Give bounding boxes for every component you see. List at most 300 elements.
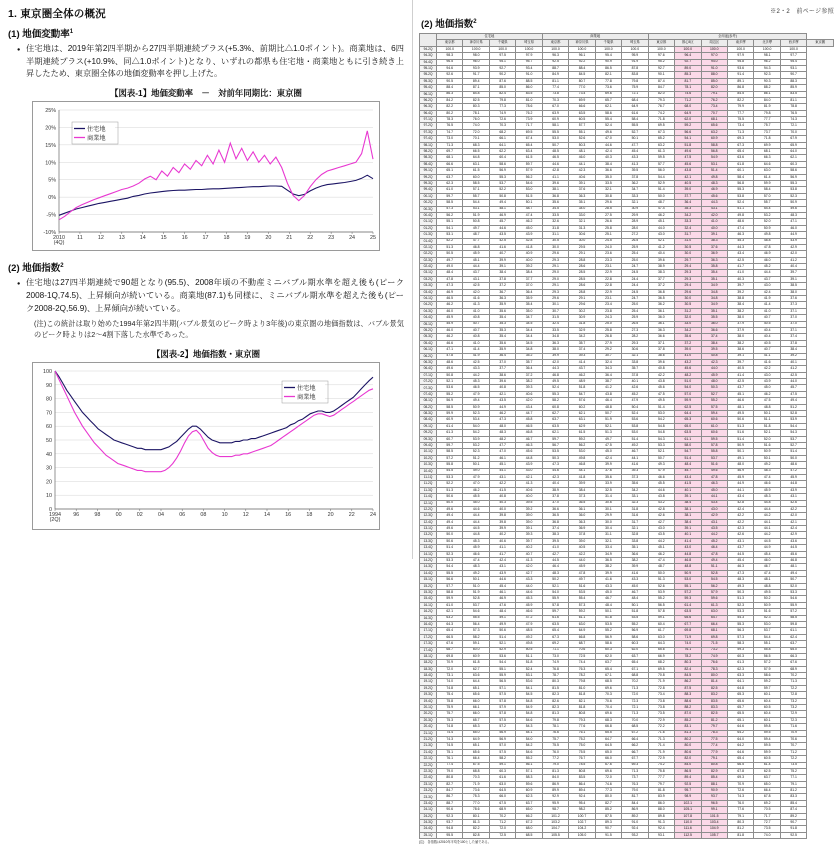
table-cell: 29.1 xyxy=(569,296,595,302)
table-cell: 67.1 xyxy=(622,666,648,672)
table-cell: 79.7 xyxy=(648,781,674,787)
table-cell: 48.8 xyxy=(595,404,621,410)
table-cell: 57.0 xyxy=(675,391,701,397)
table-cell: 24.5 xyxy=(595,238,621,244)
table-cell: 48.5 xyxy=(542,149,568,155)
table-cell: 70.2 xyxy=(622,679,648,685)
table-cell: 95.5 xyxy=(437,832,463,838)
table-cell: 51.3 xyxy=(437,487,463,493)
table-cell: 50.7 xyxy=(780,577,806,583)
table-cell: 45.1 xyxy=(727,391,753,397)
table-cell: 66.7 xyxy=(622,749,648,755)
table-cell: 68.8 xyxy=(622,673,648,679)
table-cell: 43.0 xyxy=(675,545,701,551)
table-cell: 43.5 xyxy=(648,532,674,538)
table-cell: 48.8 xyxy=(754,583,780,589)
table-cell: 50.7 xyxy=(595,411,621,417)
table-cell: 39.1 xyxy=(701,232,727,238)
table-cell: 43.3 xyxy=(622,155,648,161)
table-cell: 50.7 xyxy=(542,142,568,148)
table-cell: 58.8 xyxy=(701,142,727,148)
table-cell: 45.1 xyxy=(463,257,489,263)
table-cell: 100.0 xyxy=(569,46,595,52)
table-cell: 54.3 xyxy=(727,615,753,621)
table-cell: 44.4 xyxy=(754,506,780,512)
table-cell: 40.7 xyxy=(516,551,542,557)
table-cell: 46.5 xyxy=(463,385,489,391)
table-cell: 64.4 xyxy=(675,411,701,417)
table-cell: 51.3 xyxy=(727,596,753,602)
table-cell: 31.0 xyxy=(675,238,701,244)
table-cell: 43.9 xyxy=(489,570,515,576)
table-cell: 36.0 xyxy=(648,315,674,321)
table-cell: 44.5 xyxy=(463,526,489,532)
table-cell: 68.2 xyxy=(648,660,674,666)
table-cell: 75.7 xyxy=(542,736,568,742)
table-cell: 43.0 xyxy=(648,526,674,532)
table-cell: 82.0 xyxy=(701,85,727,91)
table-cell: 54.6 xyxy=(463,609,489,615)
table-cell: 80.8 xyxy=(437,775,463,781)
table-cell: 54.7 xyxy=(675,449,701,455)
table-cell: 96.4 xyxy=(675,53,701,59)
table-cell: 68.9 xyxy=(489,807,515,813)
table-cell: 59.3 xyxy=(675,596,701,602)
row-label: 04-1Q xyxy=(420,296,437,302)
svg-text:0%: 0% xyxy=(48,195,56,202)
table-cell: 44.8 xyxy=(780,481,806,487)
table-cell: 44.8 xyxy=(516,455,542,461)
table-cell: 74.5 xyxy=(437,743,463,749)
table-cell: 67.6 xyxy=(437,641,463,647)
table-cell: 44.1 xyxy=(754,526,780,532)
table-cell: 53.5 xyxy=(595,621,621,627)
table-cell: 85.0 xyxy=(489,85,515,91)
table-cell: 42.1 xyxy=(489,391,515,397)
table-cell: 54.4 xyxy=(780,423,806,429)
table-cell: 43.9 xyxy=(516,462,542,468)
table-cell: 40.4 xyxy=(648,251,674,257)
table-cell: 37.2 xyxy=(648,283,674,289)
table-cell: 73.4 xyxy=(569,91,595,97)
table-cell: 56.0 xyxy=(648,168,674,174)
table-cell: 92.9 xyxy=(542,794,568,800)
table-cell: 58.6 xyxy=(595,110,621,116)
table-cell: 47.2 xyxy=(516,615,542,621)
table-cell: 30.5 xyxy=(542,238,568,244)
table-cell: 35.0 xyxy=(595,174,621,180)
table-cell: 32.0 xyxy=(675,315,701,321)
table-cell: 41.5 xyxy=(489,487,515,493)
row-label: 07-3Q xyxy=(420,385,437,391)
table-cell: 38.6 xyxy=(489,372,515,378)
table-cell: 42.5 xyxy=(727,379,753,385)
table-cell: 63.7 xyxy=(516,800,542,806)
table-cell: 59.3 xyxy=(727,647,753,653)
table-cell: 31.6 xyxy=(622,513,648,519)
table-cell: 71.9 xyxy=(648,749,674,755)
table-cell: 46.8 xyxy=(463,244,489,250)
table-cell: 47.7 xyxy=(489,443,515,449)
row-label: 17-1Q xyxy=(420,628,437,634)
table-cell: 67.7 xyxy=(622,756,648,762)
table-cell: 38.4 xyxy=(675,500,701,506)
table-cell: 38.1 xyxy=(542,187,568,193)
table-cell: 52.4 xyxy=(727,200,753,206)
table-cell: 52.1 xyxy=(595,423,621,429)
table-cell: 79.1 xyxy=(780,781,806,787)
table-cell: 47.3 xyxy=(437,283,463,289)
table-cell: 51.4 xyxy=(648,187,674,193)
table-cell: 100.0 xyxy=(437,46,463,52)
table-cell: 57.1 xyxy=(489,685,515,691)
table-cell: 73.4 xyxy=(701,104,727,110)
table-cell: 42.0 xyxy=(701,212,727,218)
table-cell: 54.5 xyxy=(516,692,542,698)
table-cell: 50.0 xyxy=(780,455,806,461)
table-cell: 76.0 xyxy=(463,117,489,123)
table-cell: 65.4 xyxy=(516,142,542,148)
table-cell: 48.8 xyxy=(754,238,780,244)
table-cell: 29.3 xyxy=(542,257,568,263)
table-cell: 41.6 xyxy=(622,462,648,468)
table-cell: 48.3 xyxy=(701,180,727,186)
table-cell: 80.3 xyxy=(542,679,568,685)
table-cell: 88.4 xyxy=(569,65,595,71)
table-cell: 55.2 xyxy=(622,621,648,627)
table-cell: 81.8 xyxy=(569,692,595,698)
table-cell: 90.3 xyxy=(754,78,780,84)
table-cell: 61.0 xyxy=(437,602,463,608)
table-cell: 46.8 xyxy=(569,462,595,468)
table-cell: 30.0 xyxy=(675,296,701,302)
table-cell: 40.5 xyxy=(569,545,595,551)
table-cell: 74.9 xyxy=(542,660,568,666)
table-cell: 43.4 xyxy=(727,251,753,257)
table-cell: 29.1 xyxy=(569,251,595,257)
table-cell: 71.3 xyxy=(727,129,753,135)
table-cell: 59.6 xyxy=(701,596,727,602)
table-cell: 55.3 xyxy=(780,180,806,186)
table-cell: 71.9 xyxy=(675,634,701,640)
table-cell: 62.5 xyxy=(754,768,780,774)
row-label: 18-1Q xyxy=(420,653,437,659)
table-cell: 85.4 xyxy=(780,800,806,806)
column-header: 埼玉県 xyxy=(516,40,542,46)
table-cell: 64.7 xyxy=(595,736,621,742)
table-cell: 65.4 xyxy=(727,149,753,155)
table-cell: 55.8 xyxy=(701,449,727,455)
table-cell: 82.6 xyxy=(542,698,568,704)
table-cell: 30.6 xyxy=(622,347,648,353)
table-cell: 37.1 xyxy=(780,308,806,314)
table-cell: 71.7 xyxy=(516,123,542,129)
svg-text:15%: 15% xyxy=(45,142,56,149)
table-cell: 73.8 xyxy=(648,698,674,704)
table-cell: 32.8 xyxy=(622,532,648,538)
table-cell: 71.9 xyxy=(463,781,489,787)
table-cell: 77.3 xyxy=(595,788,621,794)
table-cell: 48.7 xyxy=(463,232,489,238)
table-cell: 47.1 xyxy=(780,219,806,225)
table-cell: 82.5 xyxy=(701,685,727,691)
table-cell: 45.9 xyxy=(780,474,806,480)
table-cell: 56.6 xyxy=(675,129,701,135)
row-label: 08-2Q xyxy=(420,404,437,410)
table-cell: 68.9 xyxy=(780,666,806,672)
table-cell: 44.2 xyxy=(463,372,489,378)
table-cell: 36.9 xyxy=(701,251,727,257)
table-cell: 73.0 xyxy=(437,136,463,142)
svg-text:(2Q): (2Q) xyxy=(49,516,61,523)
svg-text:100: 100 xyxy=(43,368,52,375)
table-cell: 44.6 xyxy=(648,487,674,493)
table-cell: 32.1 xyxy=(595,187,621,193)
table-cell: 42.3 xyxy=(569,168,595,174)
row-label: 18-2Q xyxy=(420,660,437,666)
table-cell: 71.3 xyxy=(622,711,648,717)
table-cell: 41.4 xyxy=(727,372,753,378)
table-cell: 52.2 xyxy=(489,187,515,193)
table-cell: 57.9 xyxy=(489,705,515,711)
row-label: 00-3Q xyxy=(420,206,437,212)
table-cell: 70.9 xyxy=(780,730,806,736)
table-cell: 66.5 xyxy=(727,762,753,768)
table-cell: 80.6 xyxy=(675,749,701,755)
table-cell: 83.2 xyxy=(701,692,727,698)
table-cell: 37.8 xyxy=(569,532,595,538)
table-cell: 68.0 xyxy=(516,826,542,832)
table-cell: 49.8 xyxy=(754,232,780,238)
table-cell: 48.0 xyxy=(701,379,727,385)
table-cell: 74.9 xyxy=(489,110,515,116)
table-cell: 80.3 xyxy=(727,820,753,826)
table-cell: 54.4 xyxy=(754,206,780,212)
table-cell: 56.5 xyxy=(754,653,780,659)
table-cell: 84.0 xyxy=(754,97,780,103)
column-header: 埼玉県 xyxy=(622,40,648,46)
table-cell: 51.5 xyxy=(516,193,542,199)
table-cell: 33.5 xyxy=(595,180,621,186)
table-cell: 88.7 xyxy=(542,65,568,71)
table-cell: 52.2 xyxy=(437,481,463,487)
table-cell: 44.4 xyxy=(463,513,489,519)
table-cell: 72.7 xyxy=(754,820,780,826)
table-cell: 46.3 xyxy=(701,481,727,487)
figure-2-svg xyxy=(33,363,379,529)
table-cell: 50.5 xyxy=(516,647,542,653)
table-cell: 65.9 xyxy=(780,142,806,148)
table-cell: 69.7 xyxy=(437,149,463,155)
table-cell: 62.7 xyxy=(463,666,489,672)
table-cell: 37.0 xyxy=(516,283,542,289)
table-cell: 88.1 xyxy=(701,781,727,787)
table-cell: 91.0 xyxy=(516,72,542,78)
table-cell: 72.9 xyxy=(648,756,674,762)
table-cell: 37.4 xyxy=(780,334,806,340)
table-cell: 41.8 xyxy=(569,474,595,480)
table-cell: 30.1 xyxy=(542,302,568,308)
table-cell: 55.1 xyxy=(754,641,780,647)
row-label: 11-2Q xyxy=(420,481,437,487)
table-cell: 70.8 xyxy=(648,673,674,679)
table-cell: 47.0 xyxy=(463,481,489,487)
table-cell: 64.9 xyxy=(569,628,595,634)
table-cell: 81.7 xyxy=(622,794,648,800)
table-cell: 53.2 xyxy=(754,212,780,218)
table-cell: 65.3 xyxy=(463,724,489,730)
table-cell: 86.0 xyxy=(648,800,674,806)
table-cell: 49.4 xyxy=(437,513,463,519)
table-cell: 57.3 xyxy=(437,206,463,212)
group-header-commercial: 商業地 xyxy=(542,34,648,40)
table-cell: 46.7 xyxy=(595,596,621,602)
table-cell: 89.8 xyxy=(648,813,674,819)
table-cell: 57.3 xyxy=(569,602,595,608)
table-cell: 59.5 xyxy=(754,730,780,736)
table-cell: 28.6 xyxy=(569,283,595,289)
table-cell: 55.3 xyxy=(489,174,515,180)
table-cell: 46.3 xyxy=(727,232,753,238)
table-cell: 60.5 xyxy=(569,117,595,123)
table-cell: 41.1 xyxy=(542,174,568,180)
table-cell: 48.7 xyxy=(516,206,542,212)
table-cell: 54.6 xyxy=(516,717,542,723)
table-cell: 48.0 xyxy=(489,423,515,429)
row-label: 99-4Q xyxy=(420,187,437,193)
table-cell: 64.2 xyxy=(727,730,753,736)
table-cell: 32.1 xyxy=(622,526,648,532)
table-cell: 38.4 xyxy=(701,340,727,346)
svg-text:20: 20 xyxy=(265,235,272,242)
table-cell: 33.9 xyxy=(595,481,621,487)
table-cell: 53.7 xyxy=(780,436,806,442)
table-cell: 37.6 xyxy=(701,244,727,250)
table-cell: 100.0 xyxy=(516,46,542,52)
table-cell: 62.3 xyxy=(437,180,463,186)
table-cell: 69.8 xyxy=(437,653,463,659)
table-cell: 61.0 xyxy=(437,187,463,193)
table-cell: 48.7 xyxy=(648,200,674,206)
svg-text:18: 18 xyxy=(223,235,230,242)
table-cell: 82.4 xyxy=(489,91,515,97)
table-cell: 36.3 xyxy=(569,519,595,525)
table-cell: 41.0 xyxy=(463,340,489,346)
table-cell: 57.8 xyxy=(489,698,515,704)
table-cell: 61.6 xyxy=(489,775,515,781)
table-cell: 77.6 xyxy=(569,724,595,730)
table-cell: 59.7 xyxy=(437,193,463,199)
row-label: 13-2Q xyxy=(420,532,437,538)
table-cell: 59.2 xyxy=(569,609,595,615)
subsection-2-title: 地価指数 xyxy=(22,263,61,275)
table-cell: 57.5 xyxy=(489,692,515,698)
table-cell: 26.8 xyxy=(595,334,621,340)
table-cell: 53.7 xyxy=(463,602,489,608)
table-cell: 53.7 xyxy=(489,180,515,186)
table-cell: 50.1 xyxy=(727,449,753,455)
table-cell: 39.1 xyxy=(516,526,542,532)
table-cell: 62.0 xyxy=(675,117,701,123)
table-cell: 68.5 xyxy=(516,832,542,838)
table-cell: 36.4 xyxy=(516,289,542,295)
table-cell: 70.7 xyxy=(701,110,727,116)
table-cell: 52.4 xyxy=(516,666,542,672)
table-cell: 35.6 xyxy=(489,308,515,314)
table-cell: 46.4 xyxy=(595,398,621,404)
page-title xyxy=(8,6,404,21)
table-cell: 76.7 xyxy=(569,756,595,762)
table-cell: 86.7 xyxy=(437,794,463,800)
table-cell: 38.0 xyxy=(727,315,753,321)
table-cell: 73.7 xyxy=(622,775,648,781)
table-cell: 89.2 xyxy=(622,813,648,819)
table-cell: 95.7 xyxy=(675,788,701,794)
table-cell: 29.6 xyxy=(542,296,568,302)
table-cell: 70.1 xyxy=(463,136,489,142)
table-cell: 36.3 xyxy=(542,340,568,346)
table-cell: 65.0 xyxy=(516,807,542,813)
table-cell: 78.6 xyxy=(516,104,542,110)
table-cell: 56.9 xyxy=(622,628,648,634)
table-cell: 72.3 xyxy=(622,698,648,704)
table-cell: 46.6 xyxy=(648,474,674,480)
table-cell: 66.5 xyxy=(463,149,489,155)
table-cell: 45.6 xyxy=(675,161,701,167)
table-cell: 27.5 xyxy=(595,212,621,218)
table-cell: 65.2 xyxy=(648,136,674,142)
table-cell: 30.9 xyxy=(622,206,648,212)
row-label: 01-3Q xyxy=(420,232,437,238)
table-cell: 82.4 xyxy=(675,666,701,672)
table-cell: 82.5 xyxy=(463,97,489,103)
table-cell: 66.0 xyxy=(489,794,515,800)
table-cell: 52.7 xyxy=(701,391,727,397)
right-column xyxy=(412,0,840,844)
table-cell: 75.7 xyxy=(437,711,463,717)
table-cell: 48.6 xyxy=(727,219,753,225)
table-cell: 36.8 xyxy=(542,193,568,199)
table-cell: 37.3 xyxy=(569,494,595,500)
table-cell: 62.0 xyxy=(622,647,648,653)
table-cell: 89.3 xyxy=(595,820,621,826)
table-cell: 50.2 xyxy=(754,596,780,602)
table-cell: 95.4 xyxy=(569,800,595,806)
table-cell: 30.7 xyxy=(595,353,621,359)
table-cell: 54.9 xyxy=(516,705,542,711)
table-cell: 39.0 xyxy=(516,519,542,525)
table-cell: 46.0 xyxy=(437,327,463,333)
table-cell: 52.3 xyxy=(754,615,780,621)
table-cell: 88.3 xyxy=(780,78,806,84)
section-title: 東京圏全体の概況 xyxy=(20,8,106,20)
table-cell: 82.9 xyxy=(701,768,727,774)
table-cell: 93.7 xyxy=(437,820,463,826)
table-cell: 57.5 xyxy=(701,404,727,410)
row-label: 20-3Q xyxy=(420,717,437,723)
table-cell: 57.0 xyxy=(754,193,780,199)
table-cell: 25.8 xyxy=(595,327,621,333)
table-cell: 32.6 xyxy=(542,219,568,225)
table-cell: 44.8 xyxy=(463,532,489,538)
table-cell: 82.7 xyxy=(595,800,621,806)
row-label: 04-4Q xyxy=(420,315,437,321)
table-cell: 37.2 xyxy=(675,340,701,346)
table-cell: 48.4 xyxy=(622,596,648,602)
table-cell: 67.2 xyxy=(622,730,648,736)
table-cell: 54.8 xyxy=(648,423,674,429)
table-cell: 88.4 xyxy=(437,85,463,91)
